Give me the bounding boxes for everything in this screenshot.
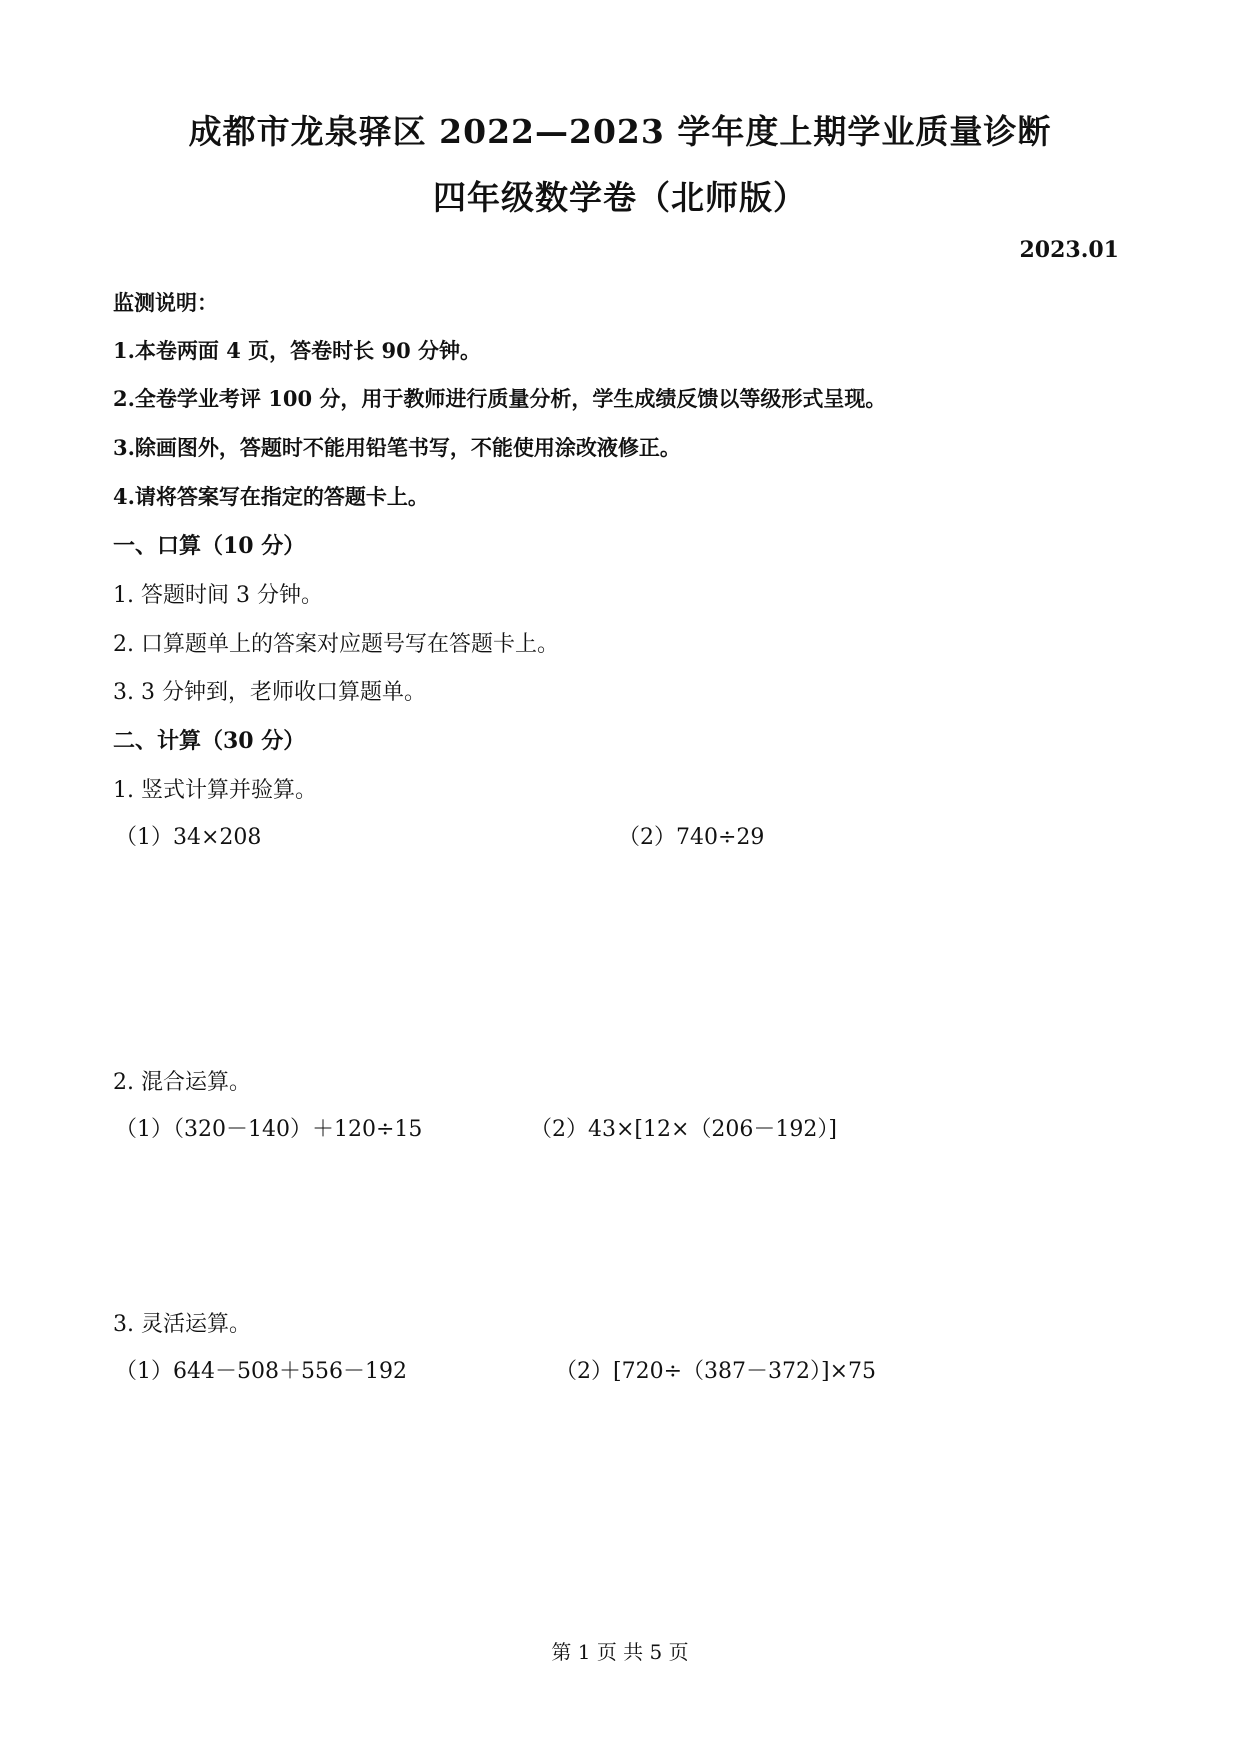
problem: （1）34×208 xyxy=(115,825,262,850)
section-item: 1. 答题时间 3 分钟。 xyxy=(113,583,323,608)
section-item: 2. 口算题单上的答案对应题号写在答题卡上。 xyxy=(113,632,559,657)
page-number: 第 1 页 共 5 页 xyxy=(551,1640,689,1664)
section-title: 一、口算（10 分） xyxy=(113,533,306,559)
instruction-item: 4.请将答案写在指定的答题卡上。 xyxy=(113,484,429,509)
instruction-item: 3.除画图外，答题时不能用铅笔书写，不能使用涂改液修正。 xyxy=(113,435,681,460)
document-title: 成都市龙泉驿区 2022—2023 学年度上期学业质量诊断 xyxy=(188,112,1052,151)
section-title: 二、计算（30 分） xyxy=(113,728,306,754)
problem: （2）[720÷（387－372）]×75 xyxy=(555,1359,876,1384)
exam-date: 2023.01 xyxy=(1019,237,1119,263)
problem: （1）644－508＋556－192 xyxy=(115,1359,407,1384)
document-subtitle: 四年级数学卷（北师版） xyxy=(433,178,807,217)
problem: （1）（320－140）＋120÷15 xyxy=(115,1117,423,1142)
section-item: 3. 3 分钟到，老师收口算题单。 xyxy=(113,680,426,705)
problem: （2）43×[12×（206－192）] xyxy=(530,1117,838,1142)
instruction-item: 2.全卷学业考评 100 分，用于教师进行质量分析，学生成绩反馈以等级形式呈现。 xyxy=(113,386,887,411)
question-prompt: 1. 竖式计算并验算。 xyxy=(113,778,317,803)
question-prompt: 3. 灵活运算。 xyxy=(113,1312,251,1337)
instructions-heading: 监测说明： xyxy=(113,290,218,315)
problem: （2）740÷29 xyxy=(618,825,765,850)
question-prompt: 2. 混合运算。 xyxy=(113,1070,251,1095)
instruction-item: 1.本卷两面 4 页，答卷时长 90 分钟。 xyxy=(113,338,482,363)
